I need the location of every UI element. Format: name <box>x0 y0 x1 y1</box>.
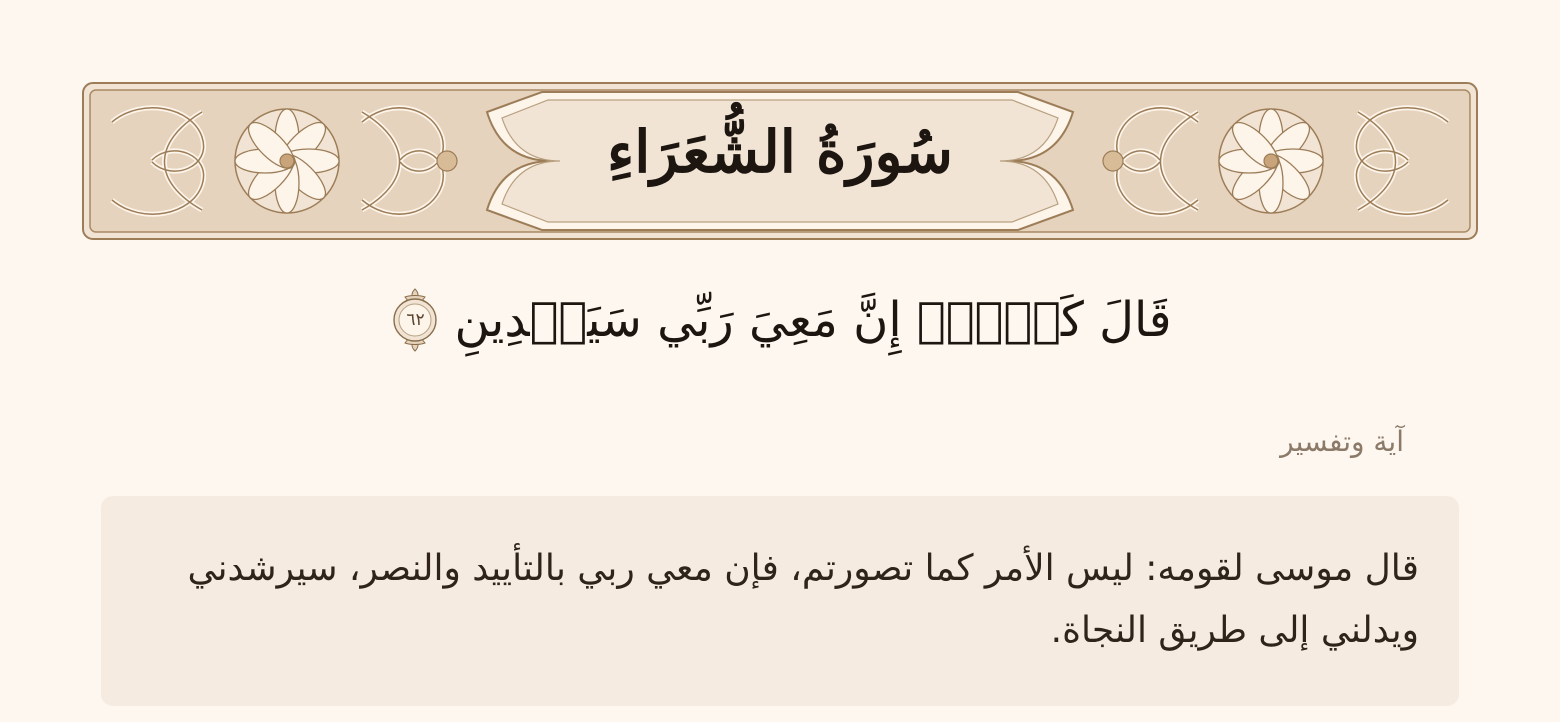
surah-header-banner <box>82 82 1478 240</box>
ayah-number: ٦٢ <box>406 310 425 330</box>
tafsir-card <box>101 496 1459 706</box>
surah-title: سُورَةُ الشُّعَرَاءِ <box>606 118 954 186</box>
tafsir-text: قال موسى لقومه: ليس الأمر كما تصورتم، فإن معي ربي بالتأييد والنصر، سيرشدني ويدلني إلى طريق النجاة. <box>187 548 1419 651</box>
ayah-line <box>0 280 1560 360</box>
ayah-text: قَالَ كَلَّآۖ إِنَّ مَعِيَ رَبِّي سَيَهۡدِينِ <box>454 292 1172 348</box>
ayah-number-marker <box>388 287 442 353</box>
section-label: آية وتفسير <box>1280 425 1404 458</box>
